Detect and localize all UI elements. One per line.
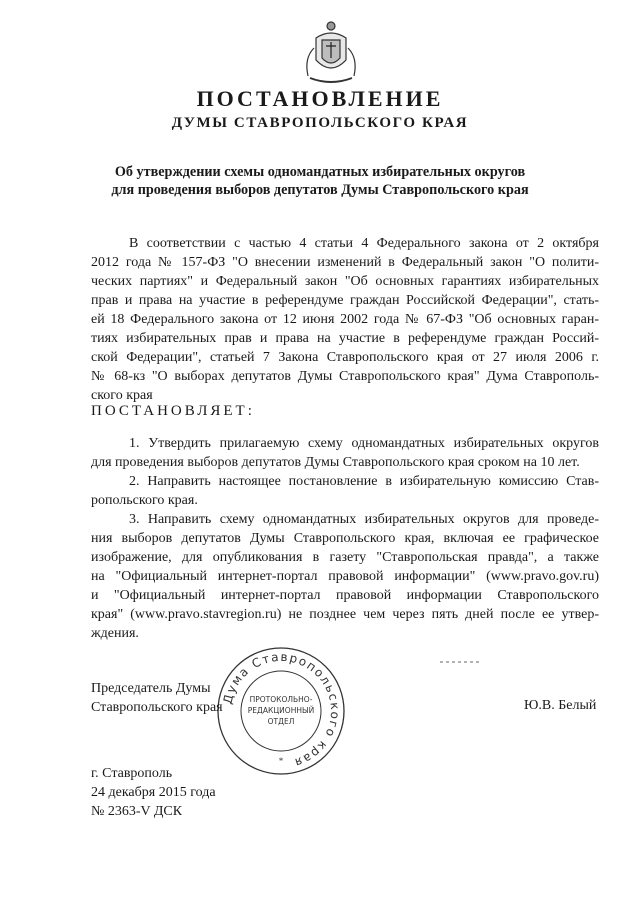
- stamp-center-text: ПРОТОКОЛЬНО-: [249, 695, 313, 704]
- text-line: ропольского края.: [91, 493, 198, 508]
- coat-of-arms-emblem: [296, 18, 366, 88]
- text-line: 2. Направить настоящее постановление в избирательную комиссию Став-: [129, 474, 599, 489]
- text-line: 1. Утвердить прилагаемую схему одномандатных избирательных округов: [129, 436, 599, 451]
- svg-text:*: *: [278, 756, 284, 766]
- issuing-body: ДУМЫ СТАВРОПОЛЬСКОГО КРАЯ: [171, 115, 469, 131]
- text-line: ской Федерации", статьей 7 Закона Ставропольского края от 27 июля 2006 г.: [91, 350, 599, 365]
- text-line: для проведения выборов депутатов Думы Ставропольского края сроком на 10 лет.: [91, 455, 580, 470]
- text-line: ния выборов депутатов Думы Ставропольского края, включая ее графическое: [91, 531, 599, 546]
- stamp-center-text: РЕДАКЦИОННЫЙ: [247, 706, 315, 715]
- position-line: Ставропольского края: [91, 700, 223, 715]
- text-line: ждения.: [91, 626, 139, 641]
- text-line: В соответствии с частью 4 статьи 4 Федерального закона от 2 октября: [129, 236, 599, 251]
- text-line: № 68-кз "О выборах депутатов Думы Ставропольского края" Дума Ставрополь-: [91, 369, 599, 384]
- position-line: Председатель Думы: [91, 681, 211, 696]
- city: г. Ставрополь: [91, 766, 173, 781]
- text-line: прав и права на участие в референдуме граждан Российской Федерации", стать-: [91, 293, 599, 308]
- resolution-items: [91, 434, 599, 643]
- text-line: и "Официальный интернет-портал правовой информации Ставропольского: [91, 588, 599, 603]
- document-title: ПОСТАНОВЛЕНИЕ: [196, 86, 444, 111]
- text-line: ей 18 Федерального закона от 12 июня 2002 года № 67-ФЗ "Об основных гаран-: [91, 312, 599, 327]
- subject-line: для проведения выборов депутатов Думы Ставропольского края: [111, 182, 529, 198]
- text-line: края" (www.pravo.stavregion.ru) не позднее чем через пять дней после ее утвер-: [91, 607, 599, 622]
- resolve-heading: ПОСТАНОВЛЯЕТ:: [91, 403, 255, 419]
- date: 24 декабря 2015 года: [91, 785, 216, 800]
- text-line: ческих партиях" и Федеральный закон "Об основных гарантиях избирательных: [91, 274, 599, 289]
- stamp-center-text: ОТДЕЛ: [267, 717, 295, 726]
- official-stamp: [214, 644, 348, 778]
- signatory-position: [91, 679, 223, 717]
- text-line: тиях избирательных прав и права на участие в референдуме граждан Россий-: [91, 331, 599, 346]
- stamp-ring-text: Дума Ставропольского края: [220, 649, 343, 771]
- subject-line: Об утверждении схемы одномандатных избирательных округов: [114, 164, 526, 180]
- document-number: № 2363-V ДСК: [91, 804, 183, 819]
- signatory-name: Ю.В. Белый: [524, 698, 597, 713]
- document-footer: [91, 764, 216, 821]
- text-line: 2012 года № 157-ФЗ "О внесении изменений в Федеральный закон "О полити-: [91, 255, 599, 270]
- text-line: 3. Направить схему одномандатных избирательных округов для проведе-: [129, 512, 599, 527]
- document-subject: [0, 163, 640, 199]
- text-line: ского края: [91, 388, 153, 403]
- signature-marks: [440, 660, 480, 664]
- text-line: на "Официальный интернет-портал правовой информации" (www.pravo.gov.ru): [91, 569, 599, 584]
- text-line: изображение, для опубликования в газету "Ставропольская правда", а также: [91, 550, 599, 565]
- preamble-paragraph: [91, 234, 599, 405]
